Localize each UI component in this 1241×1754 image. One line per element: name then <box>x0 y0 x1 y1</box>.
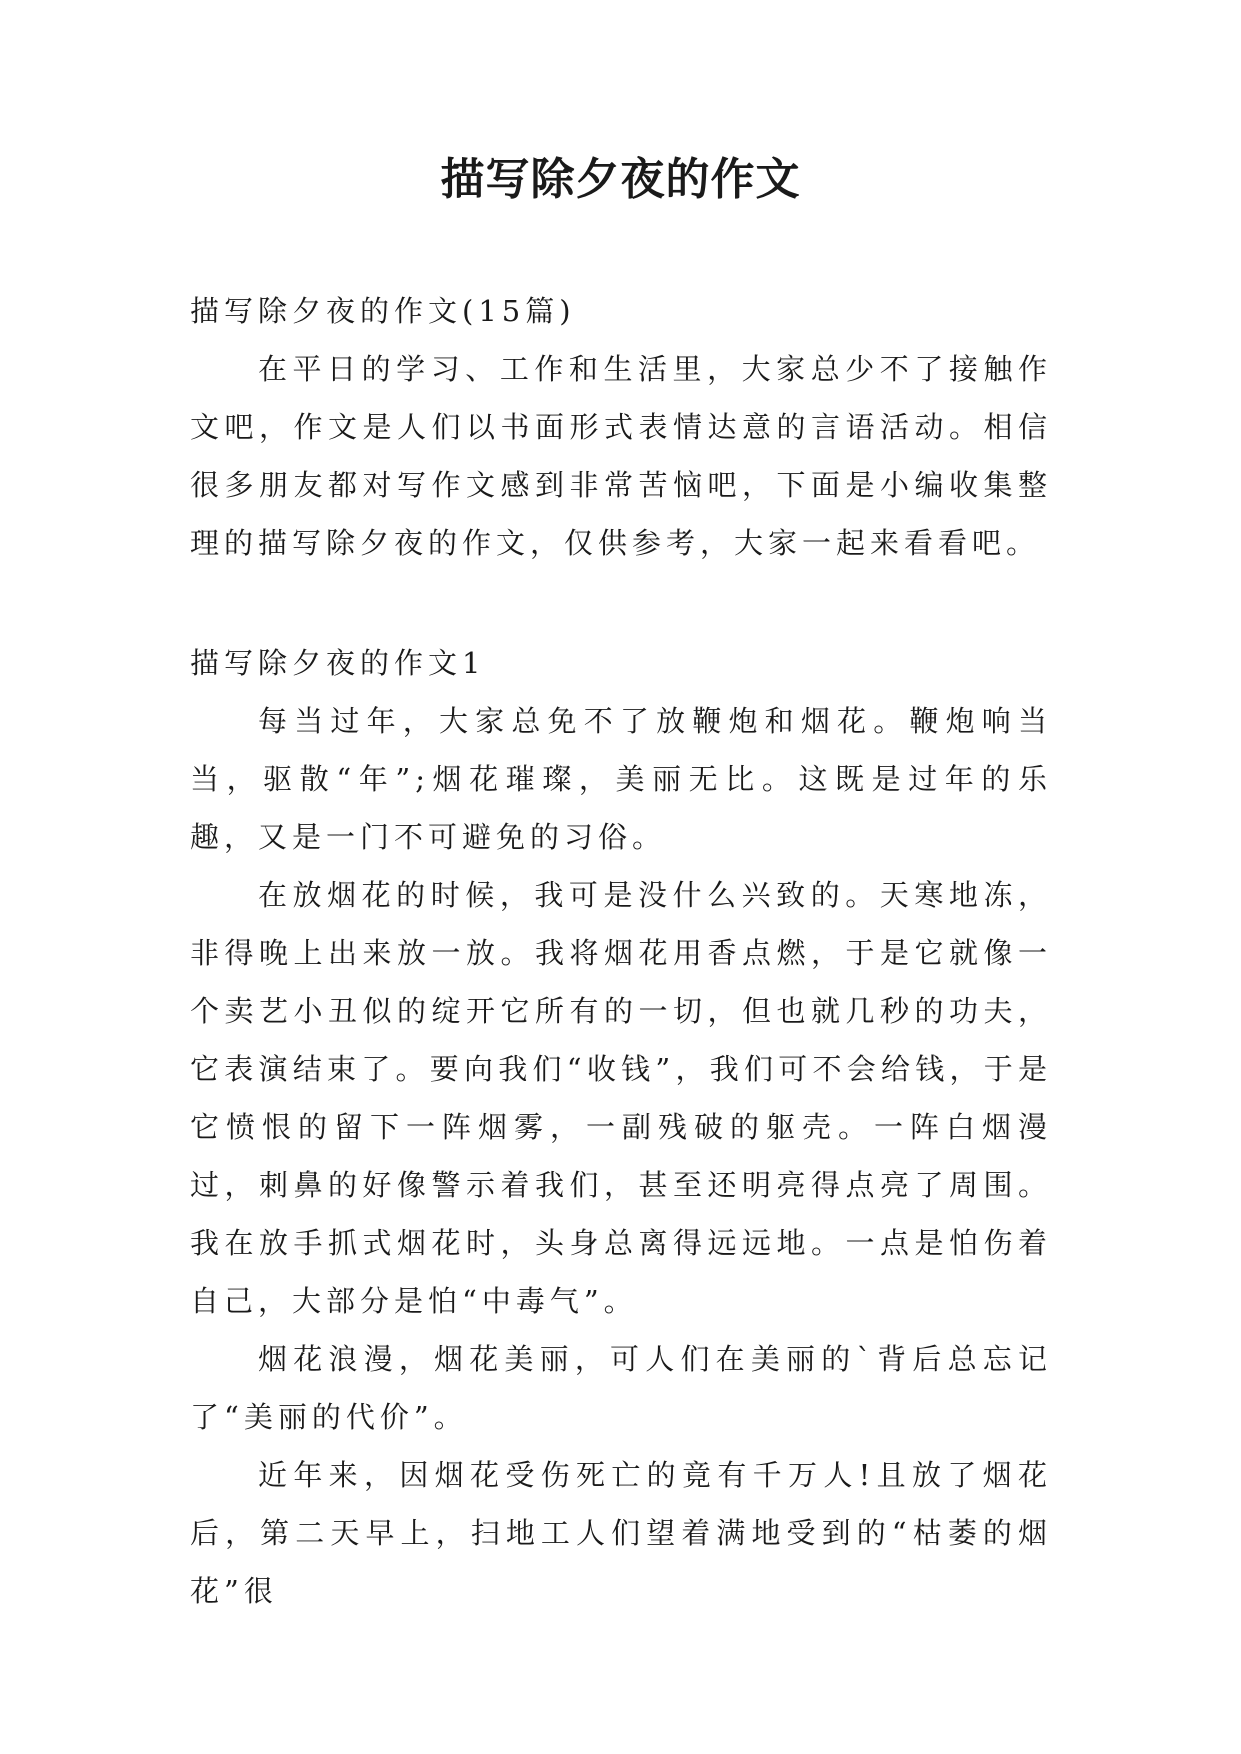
document-body <box>190 282 1052 1620</box>
document-title: 描写除夕夜的作文 <box>440 154 801 205</box>
intro-paragraph: 在平日的学习、工作和生活里，大家总少不了接触作文吧，作文是人们以书面形式表情达意的言语活动。相信很多朋友都对写作文感到非常苦恼吧，下面是小编收集整理的描写除夕夜的作文，仅供参考，大家一起来看看吧。 <box>190 352 1052 560</box>
section-paragraph: 烟花浪漫，烟花美丽，可人们在美丽的`背后总忘记了“美丽的代价”。 <box>190 1342 1052 1434</box>
section-heading: 描写除夕夜的作文1 <box>190 646 486 680</box>
section-paragraph: 每当过年，大家总免不了放鞭炮和烟花。鞭炮响当当，驱散“年”;烟花璀璨，美丽无比。这既是过年的乐趣，又是一门不可避免的习俗。 <box>190 704 1052 854</box>
document-subtitle: 描写除夕夜的作文(15篇) <box>190 294 576 328</box>
section-paragraph: 在放烟花的时候，我可是没什么兴致的。天寒地冻，非得晚上出来放一放。我将烟花用香点燃，于是它就像一个卖艺小丑似的绽开它所有的一切，但也就几秒的功夫，它表演结束了。要向我们“收钱”，我们可不会给钱，于是它愤恨的留下一阵烟雾，一副残破的躯壳。一阵白烟漫过，刺鼻的好像警示着我们，甚至还明亮得点亮了周围。我在放手抓式烟花时，头身总离得远远地。一点是怕伤着自己，大部分是怕“中毒气”。 <box>190 878 1052 1318</box>
section-paragraph: 近年来，因烟花受伤死亡的竟有千万人!且放了烟花后，第二天早上，扫地工人们望着满地受到的“枯萎的烟花”很 <box>190 1458 1052 1608</box>
